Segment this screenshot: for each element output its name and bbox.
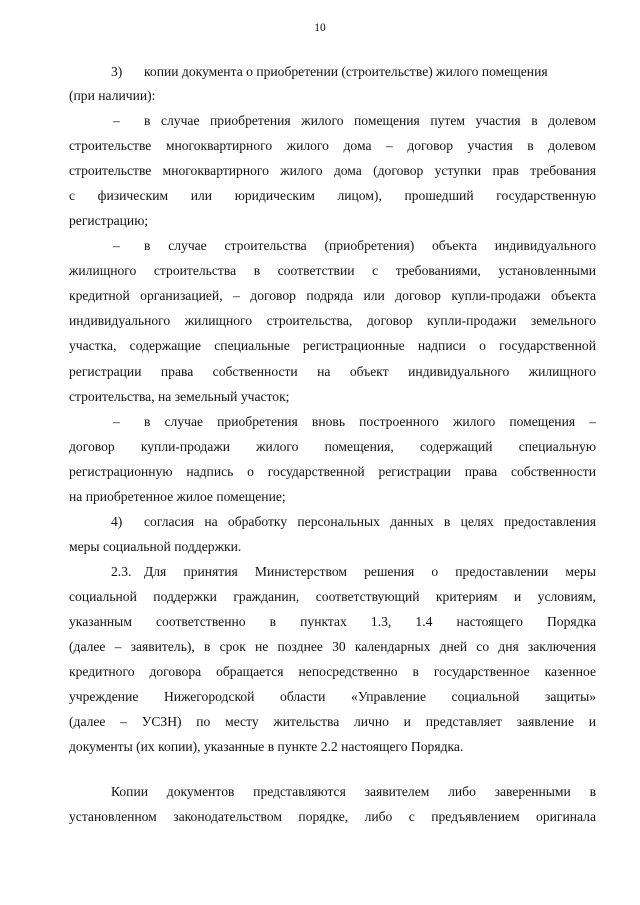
- text-line: [69, 562, 596, 582]
- text-line: [69, 587, 596, 607]
- text-line: [69, 186, 596, 206]
- line-text: регистрацию;: [69, 213, 149, 228]
- line-text: указанным соответственно в пунктах 1.3, 1.4 настоящего Порядка: [69, 614, 596, 629]
- text-line: [69, 336, 596, 356]
- line-text: кредитного договора обращается непосредственно в государственное казенное: [69, 664, 596, 679]
- line-text: жилищного строительства в соответствии с требованиями, установленными: [69, 263, 596, 278]
- text-line: [69, 161, 596, 181]
- text-line: [69, 136, 596, 156]
- text-line: [69, 737, 596, 757]
- line-text: меры социальной поддержки.: [69, 539, 242, 554]
- list-marker: 4): [111, 514, 123, 529]
- text-line: [69, 311, 596, 331]
- line-text: в случае строительства (приобретения) объекта индивидуального: [144, 238, 596, 253]
- text-line: [69, 537, 596, 557]
- text-line: [69, 261, 596, 281]
- text-line: [69, 512, 596, 532]
- text-line: [69, 387, 596, 407]
- line-text: Копии документов представляются заявителем либо заверенными в: [111, 784, 596, 799]
- text-line: [69, 236, 596, 256]
- text-line: [69, 62, 596, 82]
- text-line: [69, 211, 596, 231]
- line-text: в случае приобретения вновь построенного жилого помещения –: [144, 414, 596, 429]
- line-text: регистрации права собственности на объект индивидуального жилищного: [69, 364, 596, 379]
- line-text: индивидуального жилищного строительства, договор купли-продажи земельного: [69, 313, 596, 328]
- line-text: социальной поддержки гражданин, соответствующий критериям и условиям,: [69, 589, 596, 604]
- line-text: (при наличии):: [69, 88, 156, 103]
- list-marker: –: [113, 113, 120, 128]
- text-line: [69, 662, 596, 682]
- text-line: [69, 286, 596, 306]
- line-text: договор купли-продажи жилого помещения, содержащий специальную: [69, 439, 596, 454]
- line-text: (далее – заявитель), в срок не позднее 30 календарных дней со дня заключения: [69, 639, 596, 654]
- line-text: с физическим или юридическим лицом), прошедший государственную: [69, 188, 596, 203]
- line-text: строительстве многоквартирного жилого дома (договор уступки прав требования: [69, 163, 596, 178]
- text-line: [69, 612, 596, 632]
- line-text: документы (их копии), указанные в пункте 2.2 настоящего Порядка.: [69, 739, 464, 754]
- text-line: [69, 712, 596, 732]
- list-marker: 3): [111, 64, 123, 79]
- line-text: в случае приобретения жилого помещения путем участия в долевом: [144, 113, 596, 128]
- text-line: [69, 462, 596, 482]
- text-line: [69, 437, 596, 457]
- text-line: [69, 86, 596, 106]
- text-line: [69, 111, 596, 131]
- text-line: [69, 362, 596, 382]
- line-text: кредитной организацией, – договор подряда или договор купли-продажи объекта: [69, 288, 596, 303]
- line-text: согласия на обработку персональных данных в целях предоставления: [144, 514, 596, 529]
- line-text: установленном законодательством порядке, либо с предъявлением оригинала: [69, 809, 596, 824]
- text-line: [69, 687, 596, 707]
- line-text: регистрационную надпись о государственной регистрации права собственности: [69, 464, 596, 479]
- line-text: строительстве многоквартирного жилого дома – договор участия в долевом: [69, 138, 596, 153]
- list-marker: –: [113, 238, 120, 253]
- line-text: Для принятия Министерством решения о предоставлении меры: [144, 564, 596, 579]
- line-text: учреждение Нижегородской области «Управление социальной защиты»: [69, 689, 596, 704]
- line-text: (далее – УСЗН) по месту жительства лично и представляет заявление и: [69, 714, 596, 729]
- text-line: [69, 637, 596, 657]
- list-marker: –: [113, 414, 120, 429]
- text-line: [69, 807, 596, 827]
- text-line: [69, 412, 596, 432]
- line-text: строительства, на земельный участок;: [69, 389, 290, 404]
- text-line: [69, 782, 596, 802]
- line-text: копии документа о приобретении (строительстве) жилого помещения: [144, 64, 548, 79]
- line-text: на приобретенное жилое помещение;: [69, 489, 286, 504]
- page-number: 10: [314, 22, 326, 34]
- line-text: участка, содержащие специальные регистрационные надписи о государственной: [69, 338, 596, 353]
- text-line: [69, 487, 596, 507]
- list-marker: 2.3.: [111, 564, 132, 579]
